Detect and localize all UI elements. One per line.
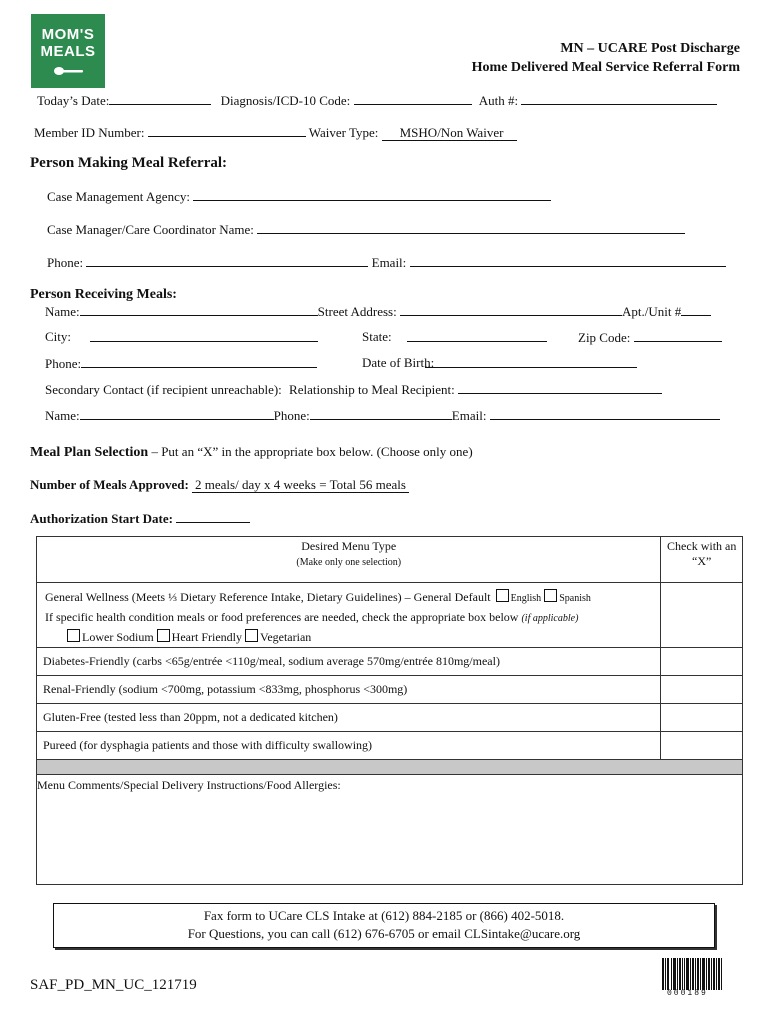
menu-type-header-note: (Make only one selection) bbox=[296, 557, 402, 568]
start-date-field[interactable] bbox=[176, 510, 250, 523]
questions-contact: For Questions, you can call (612) 676-6705 or email CLSintake@ucare.org bbox=[187, 926, 581, 941]
general-wellness-check[interactable] bbox=[661, 583, 743, 648]
table-row bbox=[37, 648, 743, 676]
manager-label: Case Manager/Care Coordinator Name: bbox=[47, 222, 254, 237]
comments-field[interactable] bbox=[37, 775, 743, 885]
state-field[interactable] bbox=[407, 329, 547, 342]
relationship-label: Relationship to Meal Recipient: bbox=[289, 382, 455, 397]
general-wellness-label: General Wellness (Meets ⅓ Dietary Reference Intake, Dietary Guidelines) – General Default bbox=[45, 590, 491, 604]
diabetes-label: Diabetes-Friendly (carbs <65g/entrée <110g/meal, sodium average 570mg/entrée 810mg/meal) bbox=[37, 648, 661, 676]
street-field[interactable] bbox=[400, 303, 622, 316]
referrer-phone-label: Phone: bbox=[47, 255, 84, 270]
recipient-phone-field[interactable] bbox=[81, 355, 317, 368]
auth-field[interactable] bbox=[521, 92, 717, 105]
secondary-name-label: Name: bbox=[45, 408, 80, 423]
barcode-graphic bbox=[662, 958, 722, 990]
gluten-label: Gluten-Free (tested less than 20ppm, not a dedicated kitchen) bbox=[37, 704, 661, 732]
secondary-name-field[interactable] bbox=[80, 407, 274, 420]
member-id-label: Member ID Number: bbox=[34, 125, 145, 140]
meal-plan-instruction: – Put an “X” in the appropriate box below. (Choose only one) bbox=[148, 444, 473, 459]
zip-label: Zip Code: bbox=[578, 330, 631, 345]
manager-row bbox=[47, 221, 685, 238]
referrer-heading: Person Making Meal Referral: bbox=[30, 155, 228, 171]
spoon-icon bbox=[53, 65, 85, 77]
recipient-heading: Person Receiving Meals: bbox=[30, 287, 177, 302]
renal-check[interactable] bbox=[661, 676, 743, 704]
menu-type-header bbox=[37, 537, 661, 583]
form-title-line1: MN – UCARE Post Discharge bbox=[560, 41, 740, 56]
renal-label: Renal-Friendly (sodium <700mg, potassium <833mg, phosphorus <300mg) bbox=[37, 676, 661, 704]
referrer-phone-field[interactable] bbox=[86, 254, 368, 267]
manager-field[interactable] bbox=[257, 221, 685, 234]
waiver-type-label: Waiver Type: bbox=[308, 125, 379, 140]
apt-label: Apt./Unit # bbox=[621, 304, 682, 319]
lower-sodium-label: Lower Sodium bbox=[82, 630, 154, 644]
vegetarian-checkbox[interactable] bbox=[245, 629, 258, 642]
fax-instructions: Fax form to UCare CLS Intake at (612) 884-2185 or (866) 402-5018. bbox=[203, 908, 565, 923]
start-date-row bbox=[30, 510, 250, 527]
comments-label: Menu Comments/Special Delivery Instructions/Food Allergies: bbox=[37, 778, 341, 792]
member-id-field[interactable] bbox=[148, 124, 306, 137]
recipient-name-field[interactable] bbox=[80, 303, 318, 316]
form-code: SAF_PD_MN_UC_121719 bbox=[30, 977, 197, 993]
secondary-phone-field[interactable] bbox=[310, 407, 452, 420]
meal-plan-heading: Meal Plan Selection bbox=[30, 445, 149, 460]
meals-approved-label: Number of Meals Approved: bbox=[30, 477, 189, 492]
agency-label: Case Management Agency: bbox=[47, 189, 190, 204]
spanish-label: Spanish bbox=[559, 593, 591, 604]
table-row bbox=[37, 732, 743, 760]
specific-needs-label: If specific health condition meals or food preferences are needed, check the appropriate box below bbox=[45, 610, 519, 624]
city-label: City: bbox=[45, 329, 72, 344]
table-row bbox=[37, 583, 743, 648]
secondary-phone-label: Phone: bbox=[273, 408, 310, 423]
menu-type-header-label: Desired Menu Type bbox=[301, 539, 397, 553]
city-field[interactable] bbox=[90, 329, 318, 342]
recipient-phone-row bbox=[45, 355, 317, 372]
diabetes-check[interactable] bbox=[661, 648, 743, 676]
barcode-number: 000189 bbox=[667, 989, 708, 998]
table-row bbox=[37, 676, 743, 704]
zip-row bbox=[578, 329, 722, 346]
gluten-check[interactable] bbox=[661, 704, 743, 732]
secondary-row bbox=[45, 381, 662, 398]
todays-date-row bbox=[37, 92, 717, 109]
spanish-checkbox[interactable] bbox=[544, 589, 557, 602]
start-date-label: Authorization Start Date: bbox=[30, 511, 173, 526]
dob-label: Date of Birth: bbox=[362, 355, 435, 370]
state-label: State: bbox=[362, 329, 392, 344]
apt-field[interactable] bbox=[681, 303, 711, 316]
zip-field[interactable] bbox=[634, 329, 722, 342]
member-row bbox=[34, 124, 517, 141]
vegetarian-label: Vegetarian bbox=[259, 630, 312, 644]
logo-line2: MEALS bbox=[40, 43, 96, 60]
relationship-field[interactable] bbox=[458, 381, 662, 394]
pureed-check[interactable] bbox=[661, 732, 743, 760]
referrer-email-label: Email: bbox=[371, 255, 407, 270]
meal-plan-row bbox=[30, 444, 473, 461]
referrer-contact-row bbox=[47, 254, 726, 271]
specific-needs-note: (if applicable) bbox=[521, 613, 579, 624]
english-label: English bbox=[510, 593, 542, 604]
heart-friendly-checkbox[interactable] bbox=[157, 629, 170, 642]
meals-approved-row bbox=[30, 477, 409, 493]
pureed-label: Pureed (for dysphagia patients and those with difficulty swallowing) bbox=[37, 732, 661, 760]
todays-date-label: Today’s Date: bbox=[37, 93, 110, 108]
english-checkbox[interactable] bbox=[496, 589, 509, 602]
menu-type-table bbox=[36, 536, 743, 885]
recipient-name-label: Name: bbox=[45, 304, 80, 319]
secondary-email-label: Email: bbox=[451, 408, 487, 423]
heart-friendly-label: Heart Friendly bbox=[171, 630, 242, 644]
agency-row bbox=[47, 188, 551, 205]
logo-line1: MOM'S bbox=[41, 26, 95, 43]
todays-date-field[interactable] bbox=[109, 92, 211, 105]
auth-label: Auth #: bbox=[478, 93, 519, 108]
check-header: Check with an “X” bbox=[661, 537, 743, 583]
comments-row bbox=[37, 775, 743, 885]
table-divider bbox=[37, 760, 743, 775]
recipient-name-row bbox=[45, 303, 711, 320]
recipient-phone-label: Phone: bbox=[45, 356, 82, 371]
secondary-contact-label: Secondary Contact (if recipient unreachable): bbox=[45, 382, 282, 397]
lower-sodium-checkbox[interactable] bbox=[67, 629, 80, 642]
secondary-details-row bbox=[45, 407, 720, 424]
secondary-email-field[interactable] bbox=[490, 407, 720, 420]
moms-meals-logo bbox=[31, 14, 105, 88]
form-title-line2: Home Delivered Meal Service Referral Form bbox=[471, 60, 740, 75]
diagnosis-field[interactable] bbox=[354, 92, 472, 105]
meals-approved-value: 2 meals/ day x 4 weeks = Total 56 meals bbox=[192, 477, 409, 493]
dob-field[interactable] bbox=[425, 355, 637, 368]
street-label: Street Address: bbox=[317, 304, 397, 319]
general-wellness-cell bbox=[37, 583, 661, 648]
fax-instructions-box bbox=[53, 903, 715, 948]
diagnosis-label: Diagnosis/ICD-10 Code: bbox=[220, 93, 351, 108]
table-row bbox=[37, 704, 743, 732]
referrer-email-field[interactable] bbox=[410, 254, 726, 267]
waiver-type-value: MSHO/Non Waiver bbox=[382, 125, 518, 141]
agency-field[interactable] bbox=[193, 188, 551, 201]
